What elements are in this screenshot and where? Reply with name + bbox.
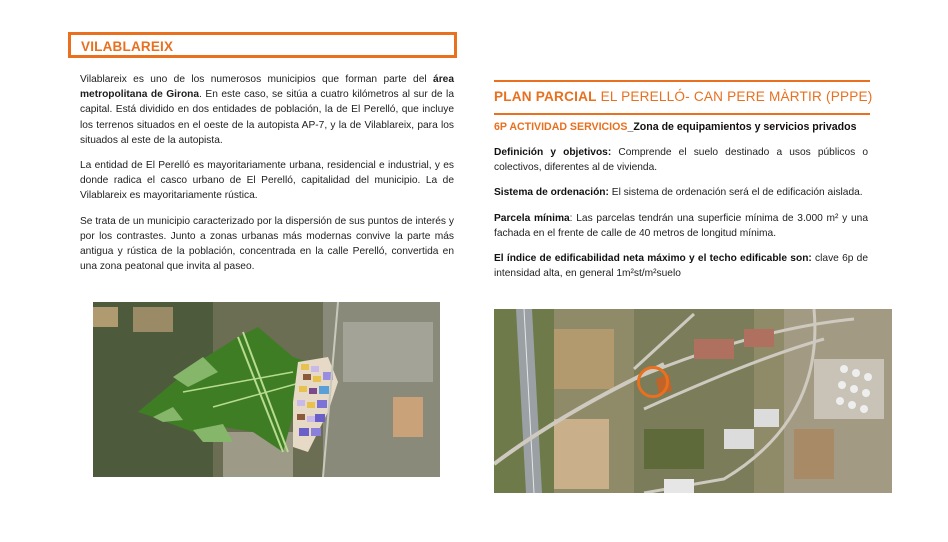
text-run: . En este caso, se sitúa a cuatro kilómetros al sur de la capital. Está dividido en dos entidades de población, la de El Perelló, que incluye los terrenos situados en el oeste de la autopista AP-7, y la de Vilablareix, para los situados al este de la autopista.	[80, 89, 454, 146]
right-body-text	[494, 145, 868, 291]
highlight-circle-marker	[637, 366, 669, 398]
ordering-system-item	[494, 185, 868, 200]
item-text: clave 6p de intensidad alta, en general 1m²st/m²suelo	[494, 253, 869, 280]
left-paragraph-3	[80, 214, 454, 275]
plan-title-rest: EL PERELLÓ- CAN PERE MÀRTIR (PPPE)	[596, 89, 873, 104]
item-text: Comprende el suelo destinado a usos públicos o colectivos, diferentes al de vivienda.	[494, 147, 868, 174]
buildability-index-item	[494, 251, 868, 281]
section-title: VILABLAREIX	[81, 39, 174, 54]
top-rule	[494, 80, 870, 82]
item-text: El sistema de ordenación será el de edificación aislada.	[608, 187, 863, 199]
text-run: Vilablareix es uno de los numerosos municipios que forman parte del	[80, 74, 434, 85]
left-paragraph-2	[80, 158, 454, 204]
bottom-rule	[494, 113, 870, 115]
zone-description: _Zona de equipamientos y servicios privados	[627, 121, 857, 133]
plan-title-bold: PLAN PARCIAL	[494, 89, 597, 104]
aerial-photo	[494, 309, 892, 493]
item-text: : Las parcelas tendrán una superficie mínima de 3.000 m² y una fachada en el frente de calle de 40 metros de longitud mínima.	[494, 212, 868, 239]
section-title-box	[68, 32, 457, 58]
text-run-bold: área metropolitana de Girona	[80, 74, 454, 101]
text-run: Se trata de un municipio caracterizado por la dispersión de sus puntos de interés y por los contrastes. Junto a zonas urbanas más modernas convive la parte más antigua y rústica de la población, concentrada en la calle Perelló, convertida en una zona peatonal que invita al paseo.	[80, 215, 454, 273]
aerial-zoning-map	[93, 302, 440, 477]
zone-code: 6P ACTIVIDAD SERVICIOS	[494, 121, 628, 133]
zone-subheading	[494, 121, 856, 133]
definition-item	[494, 145, 868, 175]
item-label: El índice de edificabilidad neta máximo y el techo edificable son:	[494, 253, 812, 265]
item-label: Sistema de ordenación:	[494, 187, 609, 199]
text-run: La entidad de El Perelló es mayoritariamente urbana, residencial e industrial, y es donde radica el casco urbano de El Perelló, capitalidad del municipio. La de Vilablareix es mayoritariamente rústica.	[80, 160, 454, 202]
item-label: Definición y objetivos:	[494, 147, 612, 158]
left-paragraph-1	[80, 72, 454, 148]
item-label: Parcela mínima	[494, 212, 570, 224]
minimum-plot-item	[494, 211, 868, 241]
plan-title	[494, 89, 873, 104]
left-body-text	[80, 72, 454, 284]
